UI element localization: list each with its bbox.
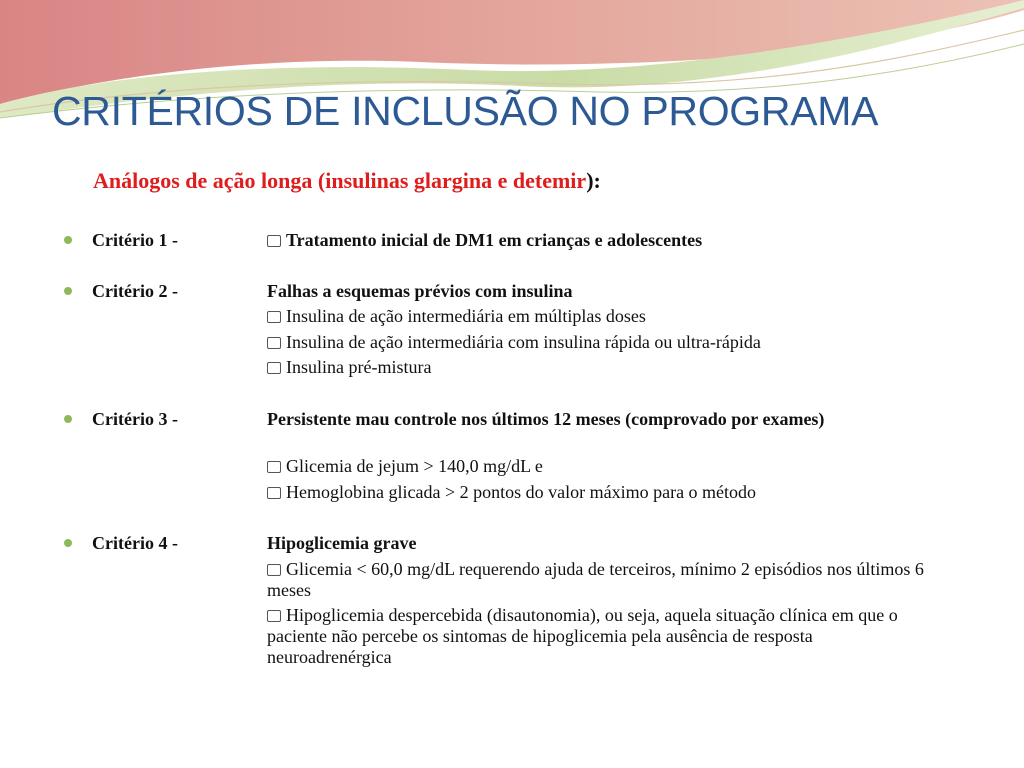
checkbox-icon	[267, 337, 281, 349]
criterion-heading: Falhas a esquemas prévios com insulina	[267, 281, 573, 301]
bullet-icon	[64, 236, 72, 244]
criterion-label: Critério 3 -	[92, 409, 178, 429]
criterion-heading: Hipoglicemia grave	[267, 533, 417, 553]
checkbox-icon	[267, 362, 281, 374]
subtitle-closing-text: ):	[586, 168, 601, 193]
criterion-label: Critério 1 -	[92, 230, 178, 250]
checkbox-icon	[267, 461, 281, 473]
checkbox-icon	[267, 610, 281, 622]
checkbox-icon	[267, 564, 281, 576]
slide-title: CRITÉRIOS DE INCLUSÃO NO PROGRAMA	[52, 88, 879, 134]
criterion-item: Insulina pré-mistura	[267, 357, 937, 378]
criterion-item: Hemoglobina glicada > 2 pontos do valor máximo para o método	[267, 482, 937, 503]
checkbox-icon	[267, 311, 281, 323]
criterion-item: Hipoglicemia despercebida (disautonomia), ou seja, aquela situação clínica em que o paciente não percebe os sintomas de hipoglicemia pela ausência de resposta neuroadrenérgica	[267, 605, 898, 667]
bullet-icon	[64, 415, 72, 423]
bullet-icon	[64, 287, 72, 295]
checkbox-icon	[267, 487, 281, 499]
criterion-heading: Tratamento inicial de DM1 em crianças e adolescentes	[267, 230, 937, 251]
criterion-item: Glicemia de jejum > 140,0 mg/dL e	[267, 456, 937, 477]
criterion-item: Glicemia < 60,0 mg/dL requerendo ajuda de terceiros, mínimo 2 episódios nos últimos 6 meses	[267, 559, 924, 600]
checkbox-icon	[267, 235, 281, 247]
slide-subtitle	[93, 168, 601, 194]
criterion-label: Critério 4 -	[92, 533, 178, 553]
criterion-heading: Persistente mau controle nos últimos 12 meses (comprovado por exames)	[267, 409, 825, 429]
bullet-icon	[64, 539, 72, 547]
subtitle-accent-text: Análogos de ação longa (insulinas glargina e detemir	[93, 168, 587, 193]
criterion-item: Insulina de ação intermediária com insulina rápida ou ultra-rápida	[267, 332, 937, 353]
criterion-item: Insulina de ação intermediária em múltiplas doses	[267, 306, 937, 327]
criterion-label: Critério 2 -	[92, 281, 178, 301]
